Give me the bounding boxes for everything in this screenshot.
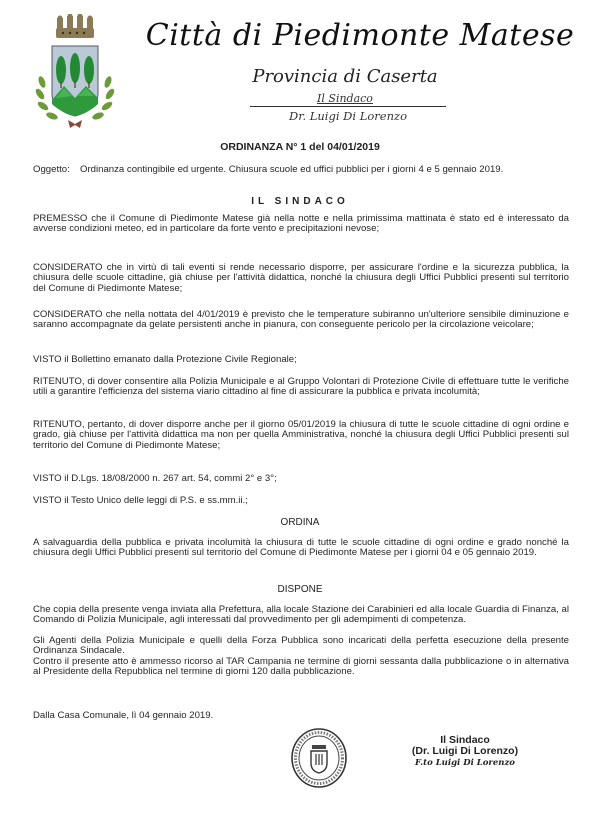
subject-text: Ordinanza contingibile ed urgente. Chiusura scuole ed uffici pubblici per i giorni 4 e 5 gennaio 2019. [80,164,504,175]
city-crest-icon [30,14,120,134]
header-divider [250,106,446,107]
paragraph-visto-dlgs: VISTO il D.Lgs. 18/08/2000 n. 267 art. 54, commi 2° e 3°; [33,473,277,484]
ordina-heading: ORDINA [280,517,320,528]
paragraph-premesso: PREMESSO che il Comune di Piedimonte Matese già nella notte e nella primissima mattinata è stato ed è interessato da avverse condizioni meteo, ed in particolare da forte vento e precipitazioni nevose; [33,213,569,235]
subject-label: Oggetto: [33,164,70,175]
header-mayor-name: Dr. Luigi Di Lorenzo [289,109,407,123]
paragraph-ritenuto-2: RITENUTO, pertanto, di dover disporre anche per il giorno 05/01/2019 la chiusura di tutte le scuole cittadine di ogni ordine e grado, già chiuse per l'attività didattica ma non per quella Amministrativa, nonché la chiusura degli Uffici Pubblici presenti sul territorio del Comune di Piedimonte Matese; [33,419,569,451]
official-stamp-icon [290,727,348,789]
dispone-line-1: Che copia della presente venga inviata alla Prefettura, alla locale Stazione dei Carabinieri ed alla locale Guardia di Finanza, al Comando di Polizia Municipale, agli interessati dal provvedimento per gli adempimenti di competenza. [33,604,569,626]
ordina-text: A salvaguardia della pubblica e privata incolumità la chiusura di tutte le scuole cittadine di ogni ordine e grado nonché la chiusura degli Uffici Pubblici presenti sul territorio del Comune di Piedimonte Matese per i giorni 04 e 05 gennaio 2019. [33,537,569,559]
issuer-heading: IL SINDACO [251,196,349,207]
paragraph-ritenuto-1: RITENUTO, di dover consentire alla Polizia Municipale e al Gruppo Volontari di Protezione Civile di effettuare tutte le verifiche utili a garantire l'efficienza del sistema viario cittadino al fine di assicurare la pubblica e privata incolumità; [33,376,569,398]
signature-block [395,735,535,769]
city-name: Città di Piedimonte Matese [145,18,575,53]
header-mayor-title: Il Sindaco [317,92,373,105]
dispone-line-2: Gli Agenti della Polizia Municipale e quelli della Forza Pubblica sono incaricati della perfetta esecuzione della presente Ordinanza Sindacale. [33,635,569,657]
province-name: Provincia di Caserta [252,66,438,87]
signature-name: (Dr. Luigi Di Lorenzo) [411,745,519,757]
paragraph-considerato-1: CONSIDERATO che in virtù di tali eventi si rende necessario disporre, per assicurare l'ordine e la sicurezza pubblica, la chiusura delle scuole cittadine, già chiuse per l'attività didattica, nonché la chiusura degli Uffici Pubblici presenti sul territorio del Comune di Piedimonte Matese; [33,262,569,294]
signature-signed-by: F.to Luigi Di Lorenzo [415,758,515,768]
ordinance-title: ORDINANZA N° 1 del 04/01/2019 [220,141,380,153]
paragraph-visto-testo-unico: VISTO il Testo Unico delle leggi di P.S. e ss.mm.ii.; [33,495,248,506]
paragraph-visto-bollettino: VISTO il Bollettino emanato dalla Protezione Civile Regionale; [33,354,297,365]
closing-place-date: Dalla Casa Comunale, lì 04 gennaio 2019. [33,710,214,721]
signature-role: Il Sindaco [440,734,490,746]
dispone-line-3: Contro il presente atto è ammesso ricorso al TAR Campania ne termine di giorni sessanta dalla pubblicazione o in alternativa al Presidente della Repubblica nel termine di giorni 120 dalla pubblicazione. [33,656,569,678]
subject-row [33,165,569,175]
dispone-heading: DISPONE [277,584,323,595]
paragraph-considerato-2: CONSIDERATO che nella nottata del 4/01/2019 è previsto che le temperature subiranno un'ulteriore sensibile diminuzione e saranno accompagnate da gelate persistenti anche in pianura, con conseguente pericolo per la circolazione veicolare; [33,309,569,331]
